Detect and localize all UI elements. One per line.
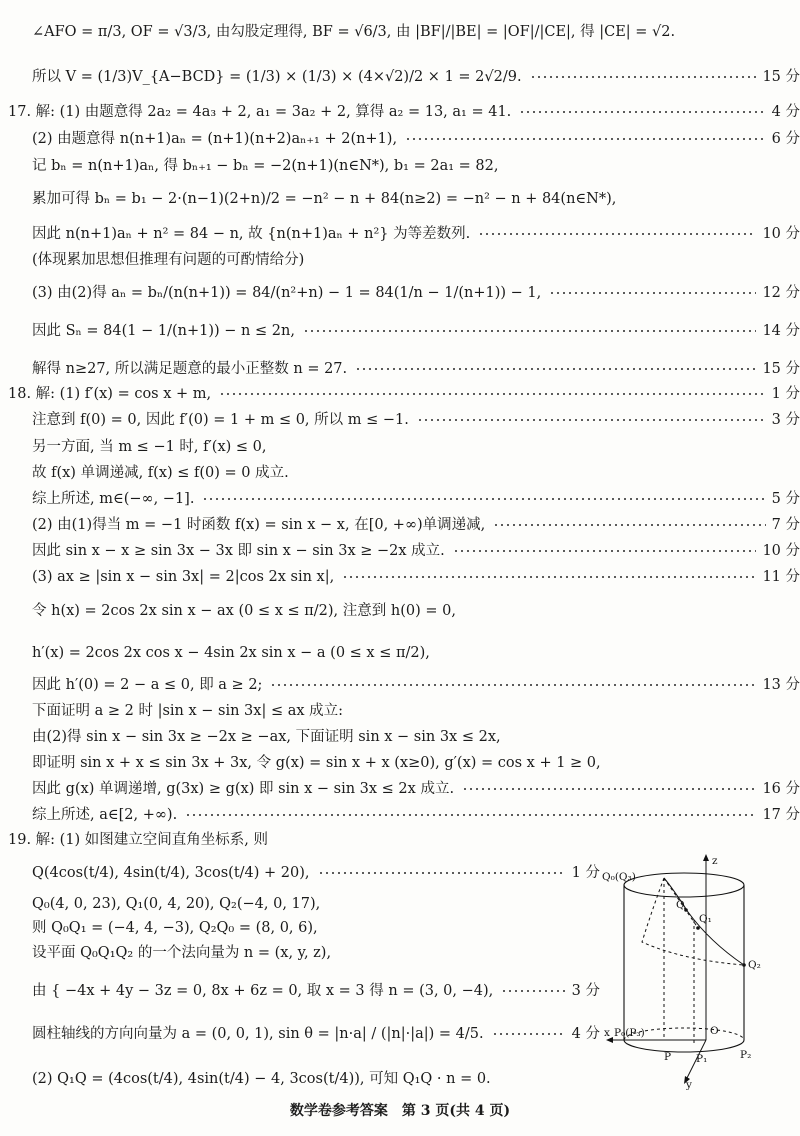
leader-dots bbox=[519, 111, 765, 113]
line-13 bbox=[0, 405, 800, 435]
leader-dots bbox=[342, 576, 756, 578]
z-arrow-icon bbox=[703, 854, 709, 861]
line-8 bbox=[0, 245, 800, 275]
label-p0p3: P₀(P₃) bbox=[614, 1027, 645, 1039]
line-text: 19. 解: (1) 如图建立空间直角坐标系, 则 bbox=[8, 831, 269, 848]
line-text: 因此 Sₙ = 84(1 − 1/(n+1)) − n ≤ 2n, bbox=[32, 322, 295, 339]
line-text: 因此 n(n+1)aₙ + n² = 84 − n, 故 {n(n+1)aₙ + n²} 为等差数列. bbox=[32, 225, 471, 242]
leader-dots bbox=[417, 419, 766, 421]
label-q1: Q₁ bbox=[699, 913, 712, 925]
line-text: (2) Q₁Q = (4cos(t/4), 4sin(t/4) − 4, 3cos(t/4)), 可知 Q₁Q · n = 0. bbox=[32, 1070, 491, 1087]
line-text: 则 Q₀Q₁ = (−4, 4, −3), Q₂Q₀ = (8, 0, 6), bbox=[32, 919, 318, 936]
score: 1 分 bbox=[571, 864, 600, 881]
line-text: 因此 g(x) 单调递增, g(3x) ≥ g(x) 即 sin x − sin 3x ≤ 2x 成立. bbox=[32, 780, 455, 797]
label-x: x bbox=[604, 1027, 610, 1039]
leader-dots bbox=[453, 550, 757, 552]
score: 4 分 bbox=[571, 1025, 600, 1042]
line-3 bbox=[0, 97, 800, 127]
leader-dots bbox=[530, 76, 757, 78]
label-q: Q bbox=[676, 899, 685, 911]
score: 10 分 bbox=[762, 225, 800, 242]
leader-dots bbox=[185, 814, 756, 816]
line-text: (3) 由(2)得 aₙ = bₙ/(n(n+1)) = 84/(n²+n) − 1 = 84(1/n − 1/(n+1)) − 1, bbox=[32, 284, 542, 301]
line-text: h′(x) = 2cos 2x cos x − 4sin 2x sin x − a (0 ≤ x ≤ π/2), bbox=[32, 644, 430, 661]
score: 3 分 bbox=[771, 411, 800, 428]
score: 7 分 bbox=[771, 516, 800, 533]
leader-dots bbox=[355, 368, 756, 370]
line-19 bbox=[0, 562, 800, 592]
line-text: Q(4cos(t/4), 4sin(t/4), 3cos(t/4) + 20), bbox=[32, 864, 310, 881]
line-4 bbox=[0, 124, 800, 154]
label-p: P bbox=[664, 1051, 672, 1063]
score: 10 分 bbox=[762, 542, 800, 559]
score: 6 分 bbox=[771, 130, 800, 147]
leader-dots bbox=[478, 233, 756, 235]
score: 5 分 bbox=[771, 490, 800, 507]
helix-dashed bbox=[642, 878, 744, 965]
leader-dots bbox=[202, 498, 765, 500]
line-text: (体现累加思想但推理有问题的可酌情给分) bbox=[32, 251, 305, 268]
score: 15 分 bbox=[762, 68, 800, 85]
label-y: y bbox=[686, 1079, 692, 1090]
line-text: 记 bₙ = n(n+1)aₙ, 得 bₙ₊₁ − bₙ = −2(n+1)(n∈N*), b₁ = 2a₁ = 82, bbox=[32, 157, 499, 174]
line-text: (3) ax ≥ |sin x − sin 3x| = 2|cos 2x sin x|, bbox=[32, 568, 335, 585]
score: 12 分 bbox=[762, 284, 800, 301]
line-35 bbox=[0, 1064, 600, 1094]
score: 14 分 bbox=[762, 322, 800, 339]
leader-dots bbox=[318, 872, 566, 874]
label-p2: P₂ bbox=[740, 1049, 752, 1061]
line-21 bbox=[0, 638, 800, 668]
leader-dots bbox=[493, 524, 765, 526]
line-text: 因此 sin x − x ≥ sin 3x − 3x 即 sin x − sin 3x ≥ −2x 成立. bbox=[32, 542, 445, 559]
line-text: (2) 由题意得 n(n+1)aₙ = (n+1)(n+2)aₙ₊₁ + 2(n+1), bbox=[32, 130, 398, 147]
line-text: 所以 V = (1/3)V_{A−BCD} = (1/3) × (1/3) × (4×√2)/2 × 1 = 2√2/9. bbox=[32, 68, 522, 85]
line-text: 圆柱轴线的方向向量为 a = (0, 0, 1), sin θ = |n·a| / (|n|·|a|) = 4/5. bbox=[32, 1025, 484, 1042]
line-20 bbox=[0, 596, 800, 626]
score: 1 分 bbox=[771, 385, 800, 402]
line-2 bbox=[0, 62, 800, 92]
page-footer: 数学卷参考答案 第 3 页(共 4 页) bbox=[289, 1103, 511, 1119]
leader-dots bbox=[405, 138, 766, 140]
leader-dots bbox=[462, 788, 756, 790]
label-o: O bbox=[710, 1025, 719, 1037]
score: 17 分 bbox=[762, 806, 800, 823]
leader-dots bbox=[549, 292, 756, 294]
line-text: 设平面 Q₀Q₁Q₂ 的一个法向量为 n = (x, y, z), bbox=[32, 944, 332, 961]
line-1 bbox=[0, 17, 800, 47]
score: 15 分 bbox=[762, 360, 800, 377]
leader-dots bbox=[219, 393, 766, 395]
label-z: z bbox=[712, 855, 718, 867]
line-text: 17. 解: (1) 由题意得 2a₂ = 4a₃ + 2, a₁ = 3a₂ + 2, 算得 a₂ = 13, a₁ = 41. bbox=[8, 103, 512, 120]
score: 16 分 bbox=[762, 780, 800, 797]
line-9 bbox=[0, 278, 800, 308]
leader-dots bbox=[303, 330, 757, 332]
score: 3 分 bbox=[571, 982, 600, 999]
line-text: Q₀(4, 0, 23), Q₁(0, 4, 20), Q₂(−4, 0, 17), bbox=[32, 895, 321, 912]
label-q0q3: Q₀(Q₃) bbox=[602, 871, 636, 883]
line-32 bbox=[0, 938, 600, 968]
top-ellipse bbox=[624, 873, 744, 897]
line-6 bbox=[0, 184, 800, 214]
line-text: (2) 由(1)得当 m = −1 时函数 f(x) = sin x − x, 在[0, +∞)单调递减, bbox=[32, 516, 486, 533]
line-text: 令 h(x) = 2cos 2x sin x − ax (0 ≤ x ≤ π/2), 注意到 h(0) = 0, bbox=[32, 602, 456, 619]
point-q2 bbox=[742, 963, 746, 967]
line-text: 累加可得 bₙ = b₁ − 2·(n−1)(2+n)/2 = −n² − n + 84(n≥2) = −n² − n + 84(n∈N*), bbox=[32, 190, 617, 207]
line-text: 由 { −4x + 4y − 3z = 0, 8x + 6z = 0, 取 x = 3 得 n = (3, 0, −4), bbox=[32, 982, 494, 999]
leader-dots bbox=[501, 990, 565, 992]
score: 13 分 bbox=[762, 676, 800, 693]
line-text: 另一方面, 当 m ≤ −1 时, f′(x) ≤ 0, bbox=[32, 438, 267, 455]
line-text: 因此 h′(0) = 2 − a ≤ 0, 即 a ≥ 2; bbox=[32, 676, 263, 693]
line-29 bbox=[0, 858, 600, 888]
line-text: ∠AFO = π/3, OF = √3/3, 由勾股定理得, BF = √6/3, 由 |BF|/|BE| = |OF|/|CE|, 得 |CE| = √2. bbox=[32, 23, 676, 40]
leader-dots bbox=[492, 1033, 566, 1035]
point-q1 bbox=[696, 926, 700, 930]
line-text: 综上所述, m∈(−∞, −1]. bbox=[32, 490, 195, 507]
line-text: 由(2)得 sin x − sin 3x ≥ −2x ≥ −ax, 下面证明 sin x − sin 3x ≤ 2x, bbox=[32, 728, 501, 745]
line-10 bbox=[0, 316, 800, 346]
bottom-ellipse-front bbox=[624, 1040, 744, 1052]
score: 4 分 bbox=[771, 103, 800, 120]
line-text: 解得 n≥27, 所以满足题意的最小正整数 n = 27. bbox=[32, 360, 348, 377]
line-text: 下面证明 a ≥ 2 时 |sin x − sin 3x| ≤ ax 成立: bbox=[32, 702, 344, 719]
line-text: 注意到 f(0) = 0, 因此 f′(0) = 1 + m ≤ 0, 所以 m ≤ −1. bbox=[32, 411, 409, 428]
line-text: 故 f(x) 单调递减, f(x) ≤ f(0) = 0 成立. bbox=[32, 464, 289, 481]
line-5 bbox=[0, 151, 800, 181]
leader-dots bbox=[270, 684, 756, 686]
score: 11 分 bbox=[762, 568, 800, 585]
label-q2: Q₂ bbox=[748, 959, 761, 971]
label-p1: P₁ bbox=[696, 1053, 708, 1065]
cylinder-figure bbox=[602, 850, 762, 1090]
line-text: 18. 解: (1) f′(x) = cos x + m, bbox=[8, 385, 212, 402]
point-q bbox=[684, 908, 688, 912]
line-text: 即证明 sin x + x ≤ sin 3x + 3x, 令 g(x) = sin x + x (x≥0), g′(x) = cos x + 1 ≥ 0, bbox=[32, 754, 601, 771]
line-33 bbox=[0, 976, 600, 1006]
line-text: 综上所述, a∈[2, +∞). bbox=[32, 806, 178, 823]
line-34 bbox=[0, 1019, 600, 1049]
